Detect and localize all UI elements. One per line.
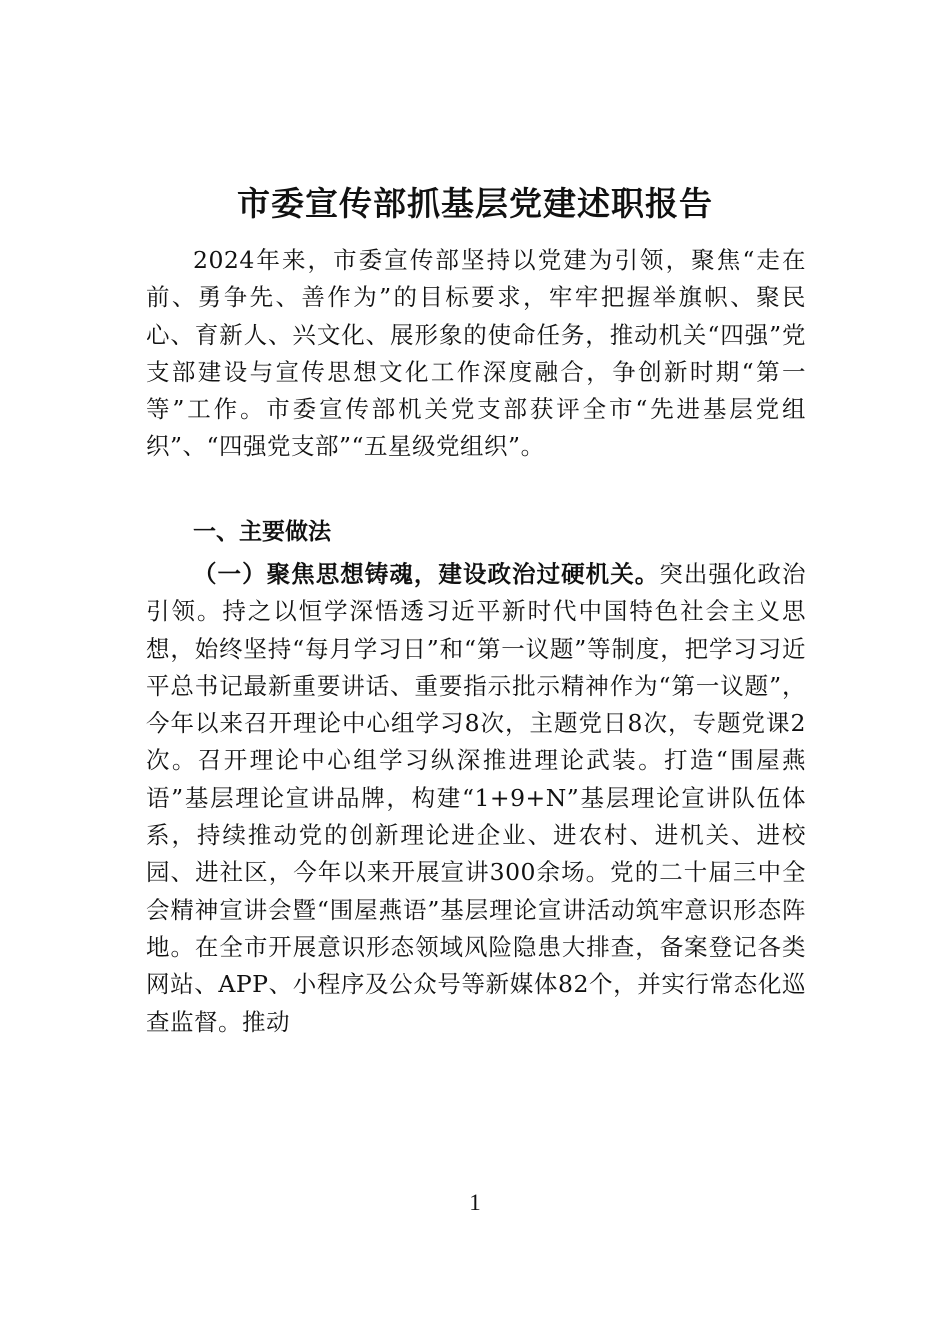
section-heading: 一、主要做法	[193, 519, 331, 545]
document-title: 市委宣传部抓基层党建述职报告	[237, 184, 713, 223]
subsection-body: 突出强化政治引领。持之以恒学深悟透习近平新时代中国特色社会主义思想，始终坚持“每月学习日”和“第一议题”等制度，把学习习近平总书记最新重要讲话、重要指示批示精神作为“第一议题”，今年以来召开理论中心组学习8次，主题党日8次，专题党课2次。召开理论中心组学习纵深推进理论武装。打造“围屋燕语”基层理论宣讲品牌，构建“1+9+N”基层理论宣讲队伍体系，持续推动党的创新理论进企业、进农村、进机关、进校园、进社区，今年以来开展宣讲300余场。党的二十届三中全会精神宣讲会暨“围屋燕语”基层理论宣讲活动筑牢意识形态阵地。在全市开展意识形态领域风险隐患大排查，备案登记各类网站、APP、小程序及公众号等新媒体82个，并实行常态化巡查监督。推动	[146, 560, 807, 1036]
page-number: 1	[469, 1190, 481, 1215]
intro-paragraph: 2024年来，市委宣传部坚持以党建为引领，聚焦“走在前、勇争先、善作为”的目标要求，牢牢把握举旗帜、聚民心、育新人、兴文化、展形象的使命任务，推动机关“四强”党支部建设与宣传思想文化工作深度融合，争创新时期“第一等”工作。市委宣传部机关党支部获评全市“先进基层党组织”、“四强党支部”“五星级党组织”。	[146, 246, 806, 461]
subsection-paragraph	[146, 556, 806, 1041]
subsection-title: （一）聚焦思想铸魂，建设政治过硬机关。	[193, 560, 660, 588]
